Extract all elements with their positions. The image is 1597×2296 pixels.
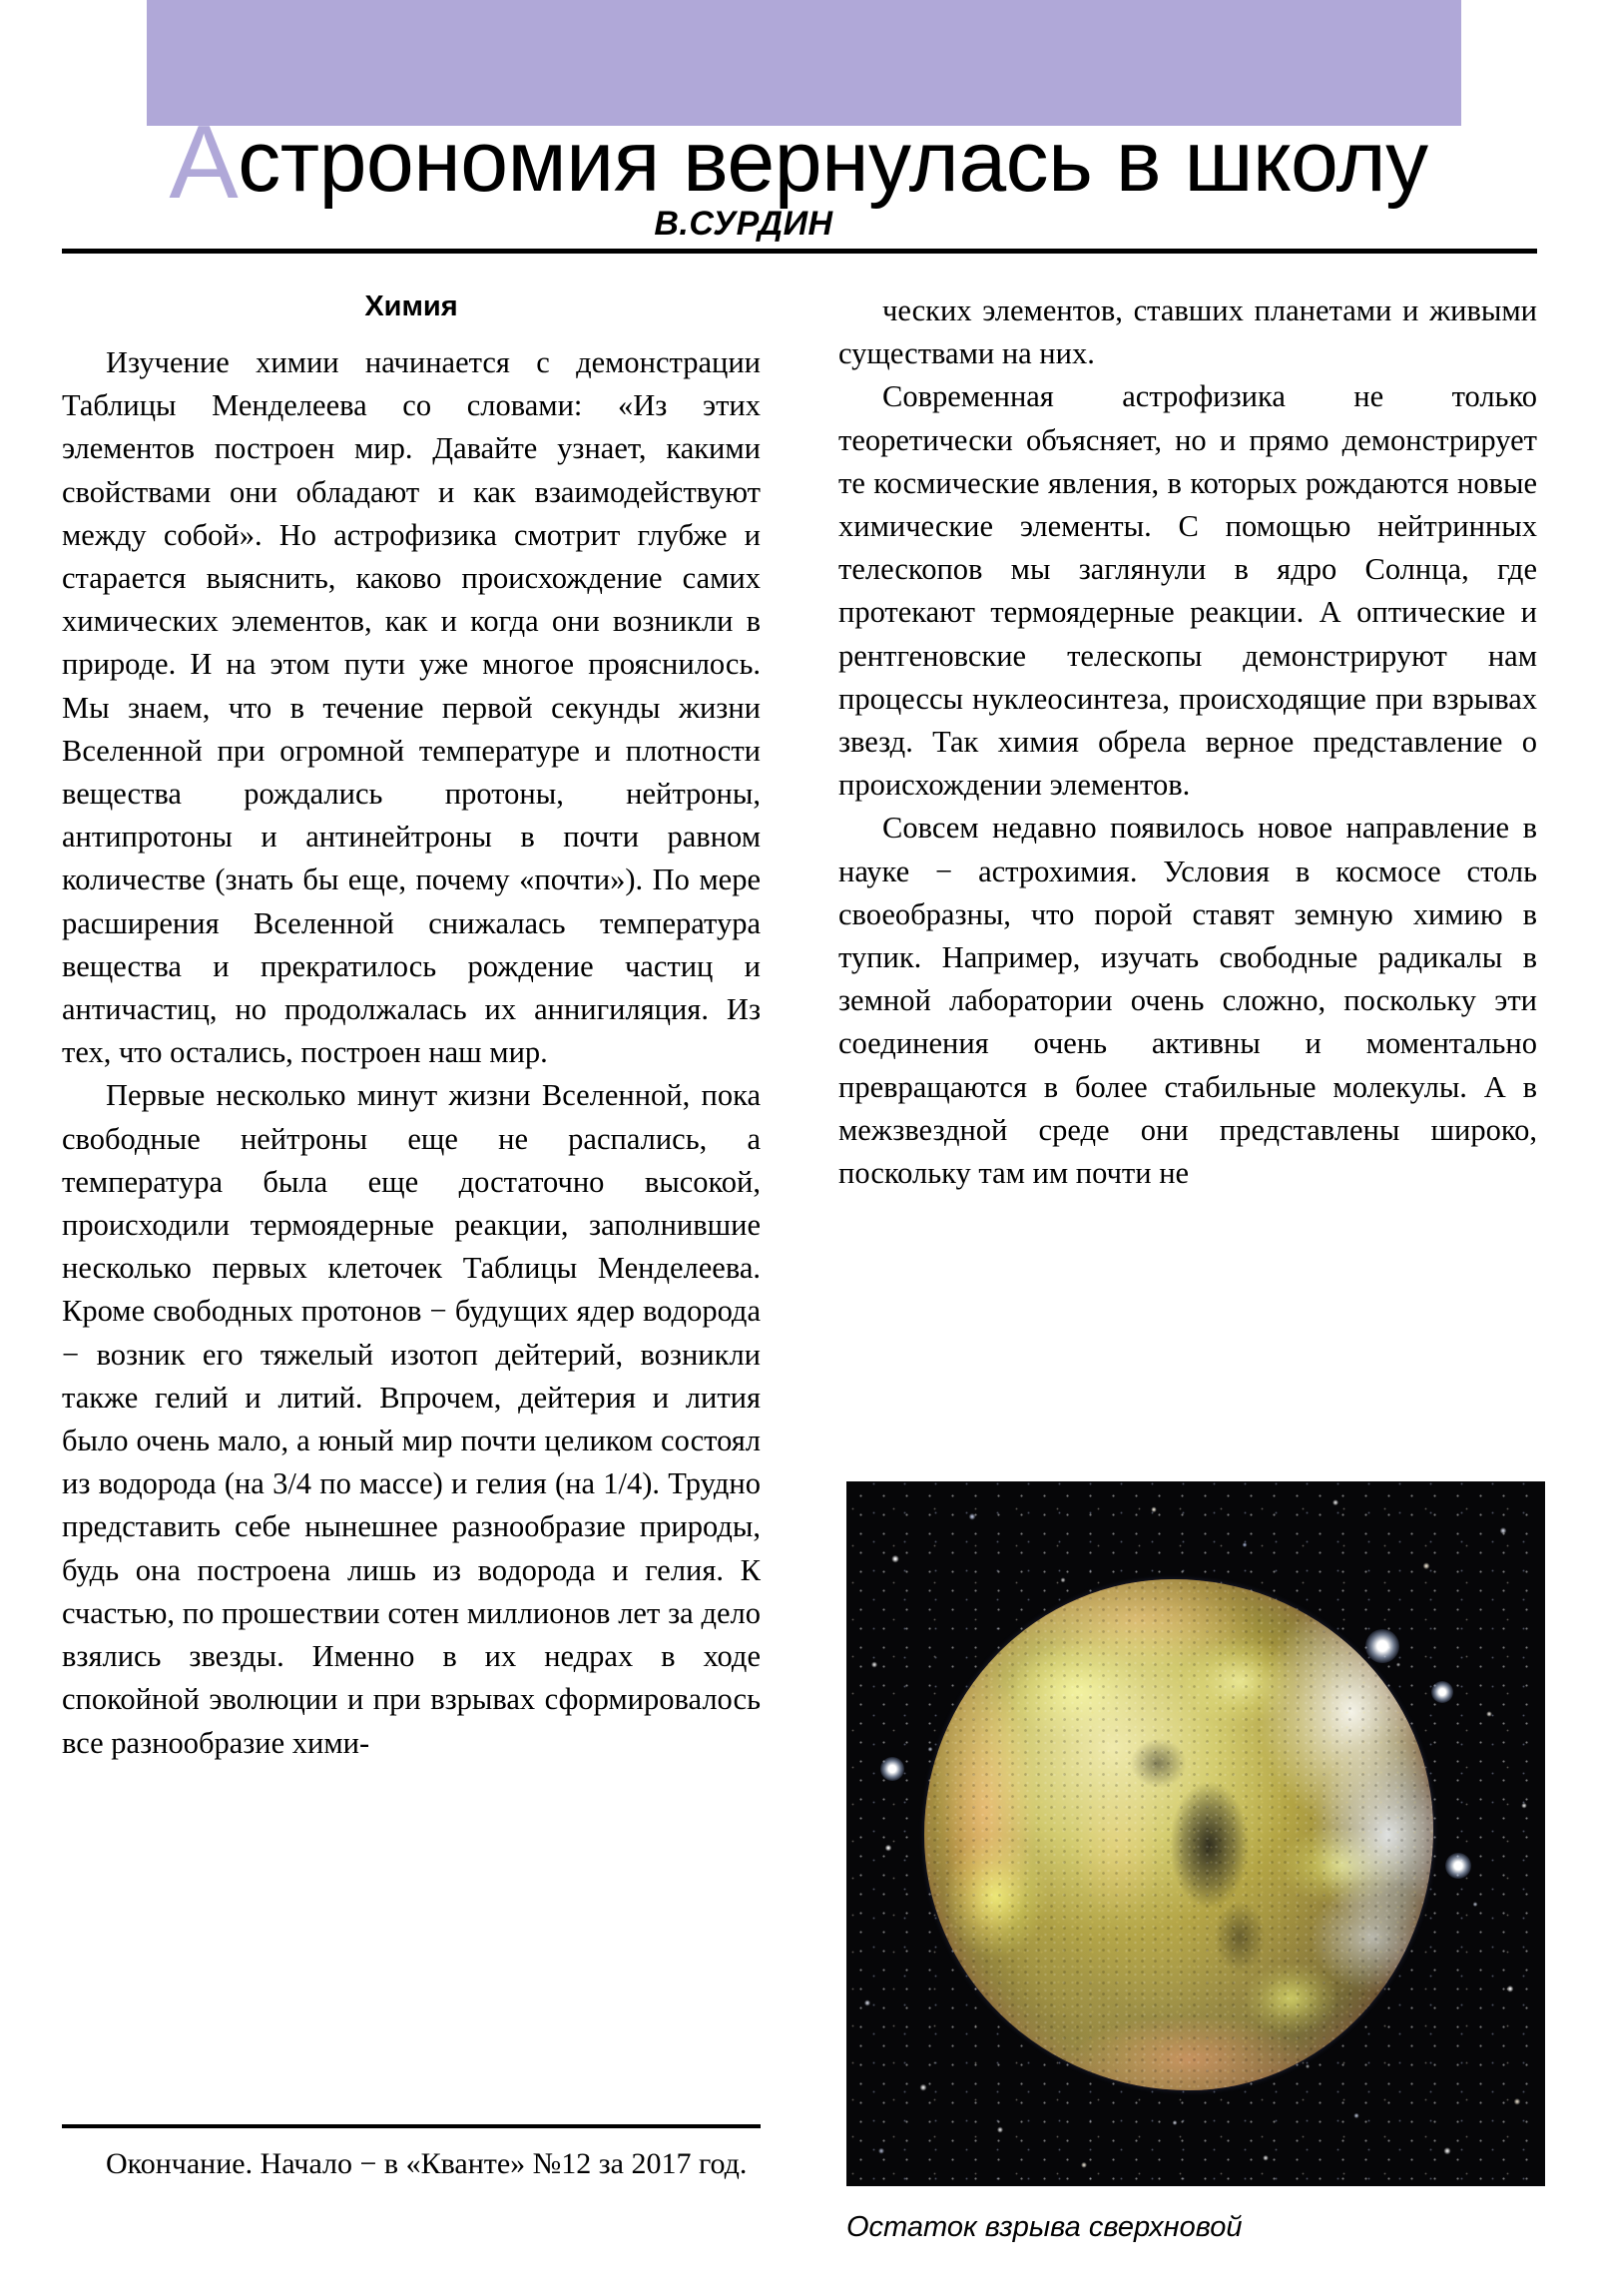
masthead bbox=[0, 0, 1597, 270]
bright-star bbox=[1445, 1853, 1471, 1879]
supernova-remnant-photo bbox=[846, 1481, 1545, 2186]
footnote-divider-rule bbox=[62, 2124, 761, 2128]
author-byline: В.СУРДИН bbox=[654, 205, 833, 243]
footnote-block bbox=[62, 2124, 761, 2185]
bright-star bbox=[1431, 1681, 1453, 1703]
title-remainder: строномия вернулась в школу bbox=[238, 114, 1428, 210]
paragraph: Совсем недавно появилось новое направление в науке − астрохимия. Условия в космосе столь своеобразны, что порой ставят земную химию в тупик. Например, изучать свободные радикалы в земной лаборатории очень сложно, поскольку эти соединения очень активны и моментально превращаются в более стабильные молекулы. А в межзвездной среде они представлены широко, поскольку там им почти не bbox=[838, 811, 1537, 1191]
title-drop-cap: А bbox=[169, 105, 239, 221]
figure-supernova-remnant bbox=[846, 1481, 1545, 2244]
paragraph: Первые несколько минут жизни Вселенной, пока свободные нейтроны еще не распались, а температура была еще достаточно высокой, происходили термоядерные реакции, заполнившие несколько первых клеточек Таблицы Менделеева. Кроме свободных протонов − будущих ядер водорода − возник его тяжелый изотоп дейтерий, возникли также гелий и литий. Впрочем, дейтерия и лития было очень мало, а юный мир почти целиком состоял из водорода (на 3/4 по массе) и гелия (на 1/4). Трудно представить себе нынешнее разнообразие природы, будь она построена лишь из водорода и гелия. К счастью, по прошествии сотен миллионов лет за дело взялись звезды. Именно в их недрах в ходе спокойной эволюции и при взрывах сформировалось все разнообразие хими- bbox=[62, 1078, 761, 1760]
footnote-text: Окончание. Начало − в «Кванте» №12 за 2017 год. bbox=[106, 2147, 748, 2180]
paragraph: Современная астрофизика не только теоретически объясняет, но и прямо демонстрирует те космические явления, в которых рождаются новые химические элементы. С помощью нейтринных телескопов мы заглянули в ядро Солнца, где протекают термоядерные реакции. А оптические и рентгеновские телескопы демонстрируют нам процессы нуклеосинтеза, происходящие при взрывах звезд. Так химия обрела верное представление о происхождении элементов. bbox=[838, 379, 1537, 803]
figure-caption: Остаток взрыва сверхновой bbox=[846, 2211, 1243, 2243]
masthead-divider-rule bbox=[62, 249, 1537, 254]
paragraph: Изучение химии начинается с демонстрации Таблицы Менделеева со словами: «Из этих элементов построен мир. Давайте узнает, какими свойствами они обладают и как взаимодействуют между собой». Но астрофизика смотрит глубже и старается выяснить, каково происхождение самих химических элементов, как и когда они возникли в природе. И на этом пути уже многое прояснилось. Мы знаем, что в течение первой секунды жизни Вселенной при огромной температуре и плотности вещества рождались протоны, нейтроны, антипротоны и антинейтроны в почти равном количестве (знать бы еще, почему «почти»). По мере расширения Вселенной снижалась температура вещества и прекратилось рождение частиц и античастиц, но продолжалась их аннигиляция. Из тех, что остались, построен наш мир. bbox=[62, 345, 761, 1070]
left-text-column bbox=[62, 289, 761, 1765]
bright-star bbox=[880, 1757, 904, 1781]
remnant-clumpy-texture bbox=[924, 1579, 1433, 2090]
remnant-shell bbox=[924, 1579, 1433, 2090]
section-heading-chemistry: Химия bbox=[364, 290, 458, 322]
page-title bbox=[0, 105, 1597, 221]
right-text-column bbox=[838, 289, 1537, 1195]
paragraph: ческих элементов, ставших планетами и живыми существами на них. bbox=[838, 293, 1537, 371]
masthead-color-band bbox=[147, 0, 1461, 126]
